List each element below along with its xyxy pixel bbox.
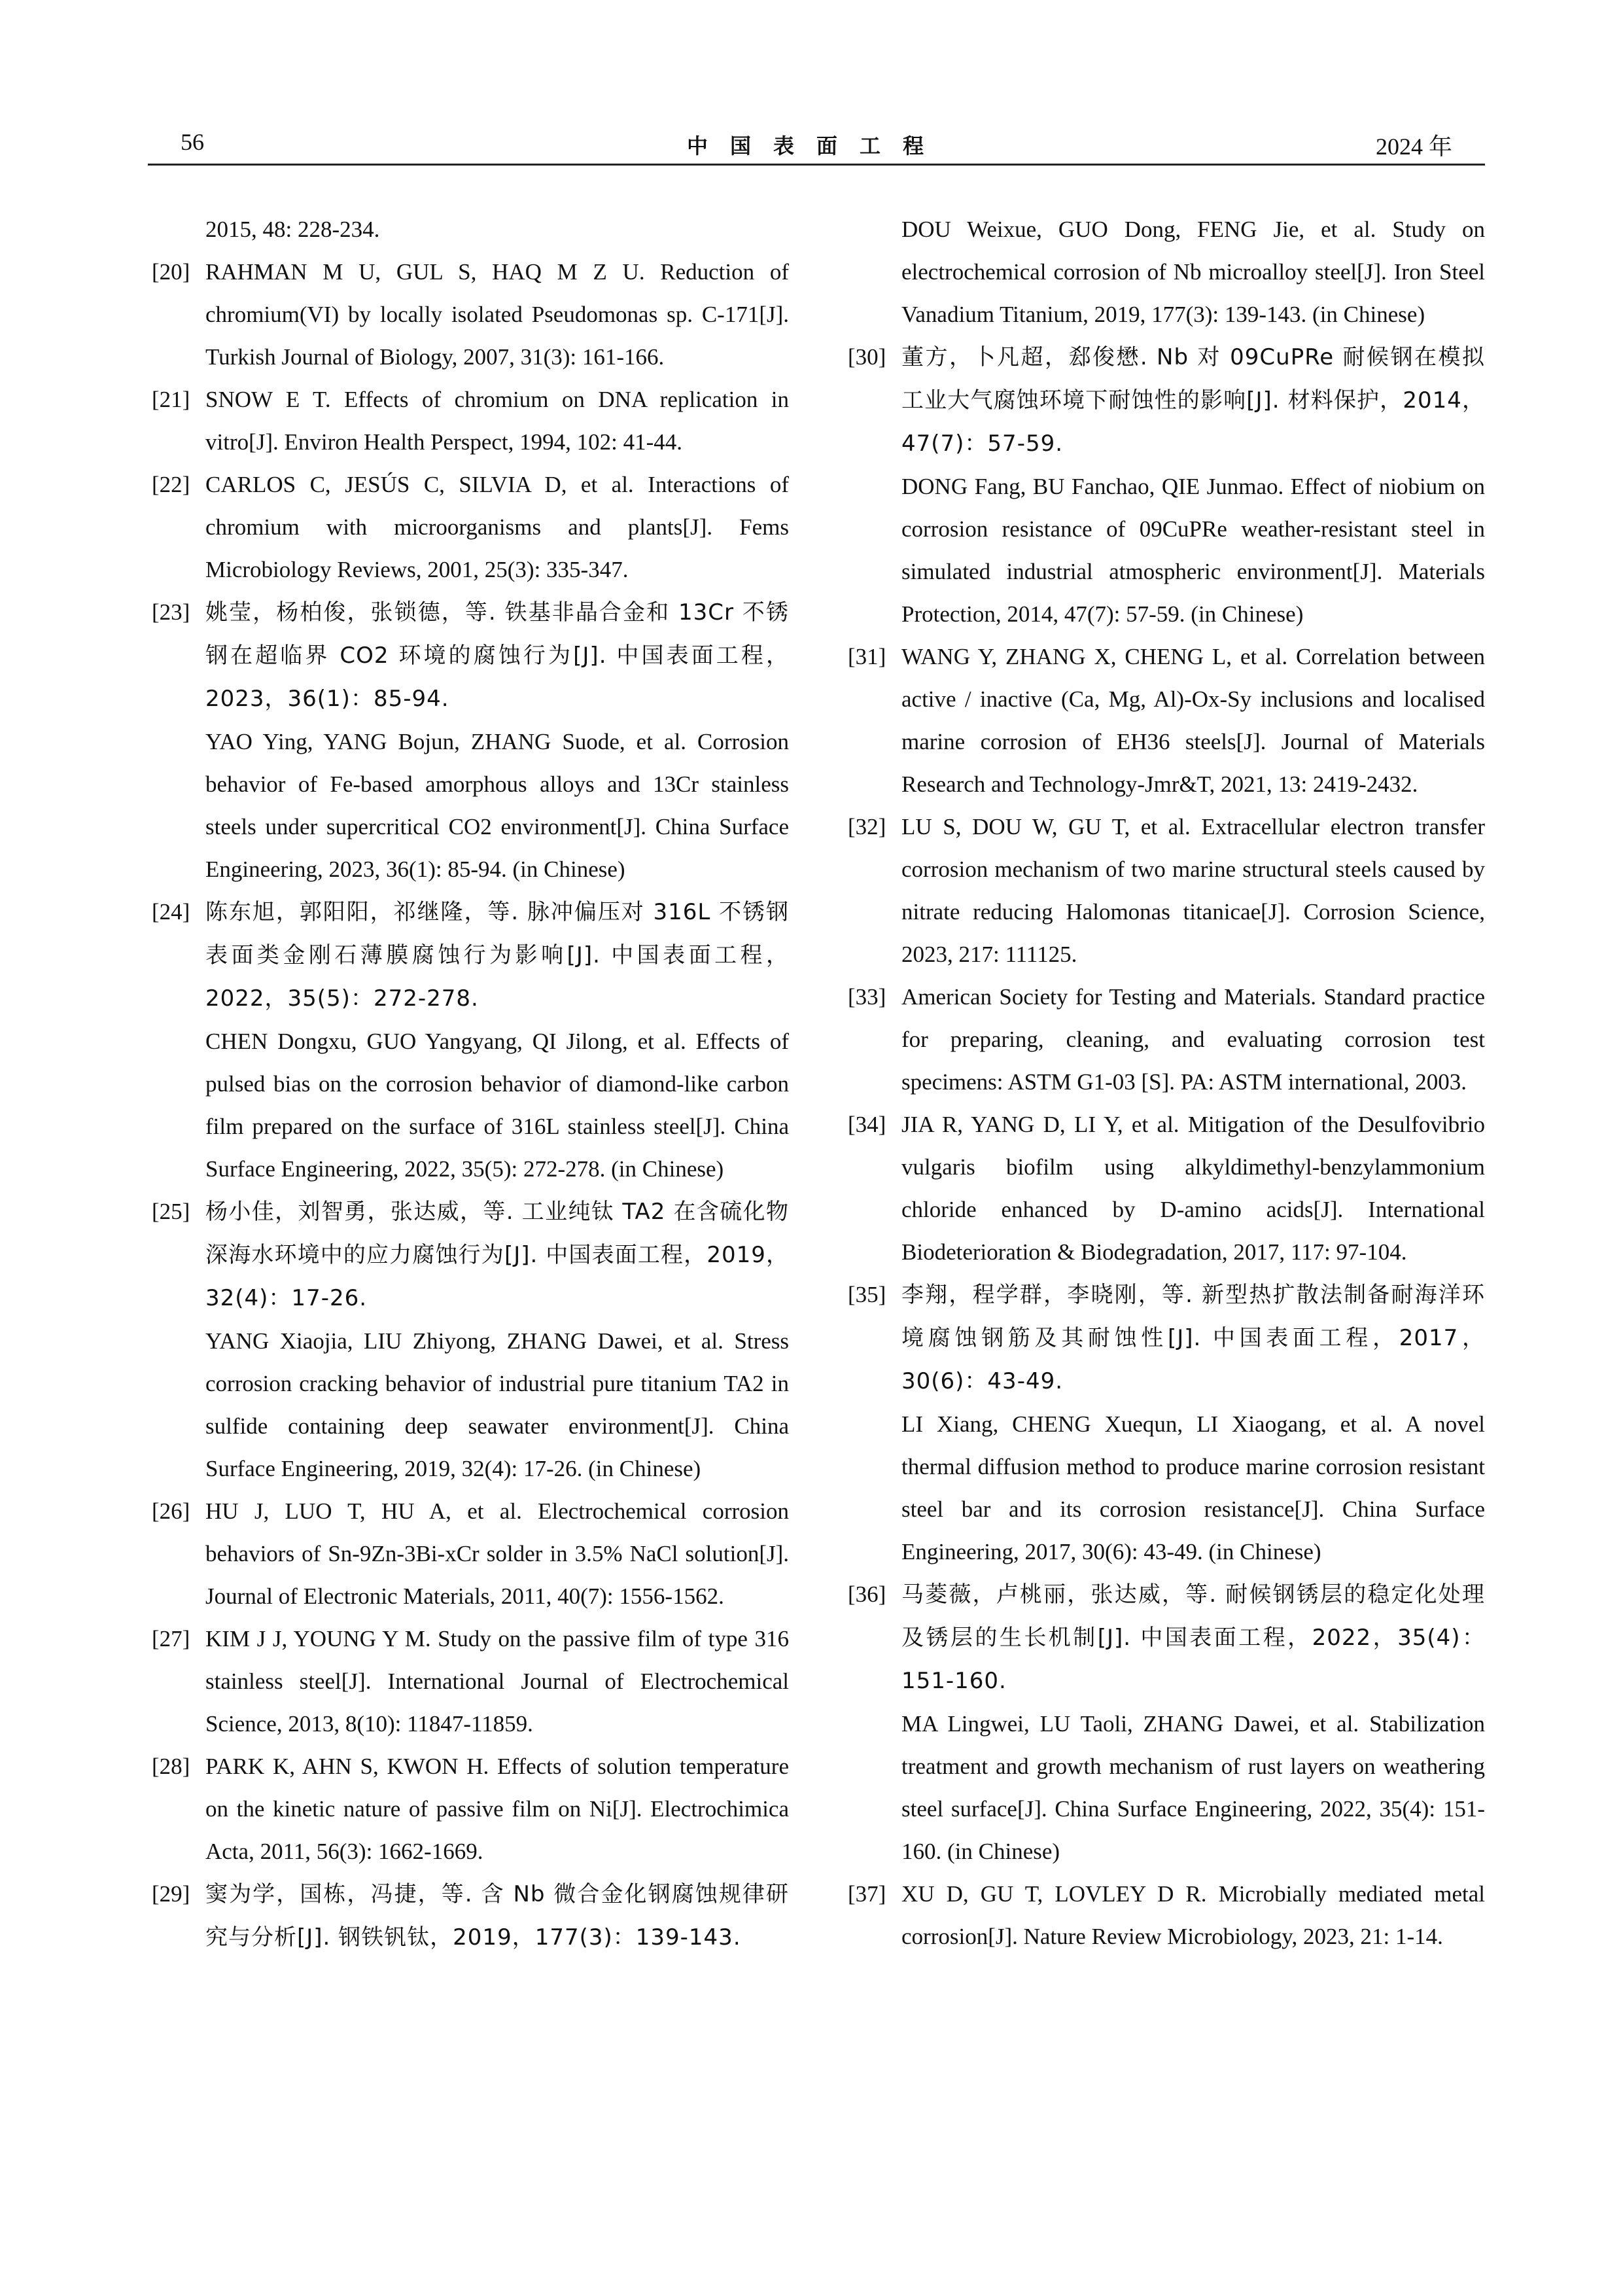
reference-21 bbox=[148, 378, 789, 463]
reference-number: [26] bbox=[152, 1498, 190, 1524]
reference-number: [31] bbox=[848, 644, 886, 669]
reference-text: XU D, GU T, LOVLEY D R. Microbially mediated metal corrosion[J]. Nature Review Microbiology, 2023, 21: 1-14. bbox=[901, 1881, 1485, 1949]
reference-text: WANG Y, ZHANG X, CHENG L, et al. Correlation between active / inactive (Ca, Mg, Al)-Ox-Sy inclusions and localised marine corrosion of EH36 steels[J]. Journal of Materials Research and Technology-Jmr&T, 2021, 13: 2419-2432. bbox=[901, 644, 1485, 797]
reference-text-chinese: 李翔，程学群，李晓刚，等. 新型热扩散法制备耐海洋环境腐蚀钢筋及其耐蚀性[J]. 中国表面工程，2017，30(6)：43-49. bbox=[901, 1282, 1485, 1394]
reference-number: [37] bbox=[848, 1881, 886, 1907]
reference-24 bbox=[148, 891, 789, 1020]
reference-33 bbox=[844, 976, 1485, 1103]
reference-25 bbox=[148, 1190, 789, 1320]
reference-text-english: LI Xiang, CHENG Xuequn, LI Xiaogang, et al. A novel thermal diffusion method to produce marine corrosion resistant steel bar and its corrosion resistance[J]. China Surface Engineering, 2017, 30(6): 43-49. (in Chinese) bbox=[901, 1411, 1485, 1564]
issue-year: 2024 年 bbox=[1375, 133, 1452, 160]
reference-37 bbox=[844, 1873, 1485, 1958]
right-column bbox=[844, 208, 1485, 1958]
reference-text-chinese: 董方，卜凡超，郄俊懋. Nb 对 09CuPRe 耐候钢在模拟工业大气腐蚀环境下耐蚀性的影响[J]. 材料保护，2014，47(7)：57-59. bbox=[901, 344, 1485, 457]
reference-text-chinese: 姚莹，杨柏俊，张锁德，等. 铁基非晶合金和 13Cr 不锈钢在超临界 CO2 环境的腐蚀行为[J]. 中国表面工程，2023，36(1)：85-94. bbox=[205, 599, 789, 712]
reference-text: CARLOS C, JESÚS C, SILVIA D, et al. Interactions of chromium with microorganisms and plants[J]. Fems Microbiology Reviews, 2001, 25(3): 335-347. bbox=[205, 472, 789, 582]
reference-text: JIA R, YANG D, LI Y, et al. Mitigation of the Desulfovibrio vulgaris biofilm using alkyldimethyl-benzylammonium chloride enhanced by D-amino acids[J]. International Biodeterioration & Biodegradation, 2017, 117: 97-104. bbox=[901, 1112, 1485, 1265]
reference-text-chinese: 窦为学，国栋，冯捷，等. 含 Nb 微合金化钢腐蚀规律研究与分析[J]. 钢铁钒钛，2019，177(3)：139-143. bbox=[205, 1881, 789, 1951]
reference-number: [21] bbox=[152, 387, 190, 412]
reference-text: SNOW E T. Effects of chromium on DNA replication in vitro[J]. Environ Health Perspect, 1994, 102: 41-44. bbox=[205, 387, 789, 455]
reference-text-english: YANG Xiaojia, LIU Zhiyong, ZHANG Dawei, et al. Stress corrosion cracking behavior of industrial pure titanium TA2 in sulfide containing deep seawater environment[J]. China Surface Engineering, 2019, 32(4): 17-26. (in Chinese) bbox=[205, 1328, 789, 1481]
page-header bbox=[148, 128, 1485, 165]
reference-32 bbox=[844, 805, 1485, 976]
reference-text-english: YAO Ying, YANG Bojun, ZHANG Suode, et al. Corrosion behavior of Fe-based amorphous alloys and 13Cr stainless steels under supercritical CO2 environment[J]. China Surface Engineering, 2023, 36(1): 85-94. (in Chinese) bbox=[205, 729, 789, 882]
reference-29 bbox=[148, 1873, 789, 1959]
reference-number: [32] bbox=[848, 814, 886, 839]
reference-number: [33] bbox=[848, 984, 886, 1010]
reference-text: American Society for Testing and Materials. Standard practice for preparing, cleaning, and evaluating corrosion test specimens: ASTM G1-03 [S]. PA: ASTM international, 2003. bbox=[901, 984, 1485, 1095]
reference-number: [30] bbox=[848, 344, 886, 370]
reference-20 bbox=[148, 251, 789, 378]
reference-continuation: 2015, 48: 228-234. bbox=[205, 217, 380, 242]
reference-34 bbox=[844, 1103, 1485, 1273]
reference-text-english: DONG Fang, BU Fanchao, QIE Junmao. Effect of niobium on corrosion resistance of 09CuPRe weather-resistant steel in simulated industrial atmospheric environment[J]. Materials Protection, 2014, 47(7): 57-59. (in Chinese) bbox=[901, 474, 1485, 627]
reference-number: [29] bbox=[152, 1881, 190, 1907]
reference-35 bbox=[844, 1273, 1485, 1403]
reference-28 bbox=[148, 1745, 789, 1873]
reference-26 bbox=[148, 1490, 789, 1617]
reference-text-chinese: 杨小佳，刘智勇，张达威，等. 工业纯钛 TA2 在含硫化物深海水环境中的应力腐蚀行为[J]. 中国表面工程，2019，32(4)：17-26. bbox=[205, 1199, 789, 1311]
reference-text-chinese: 马菱薇，卢桃丽，张达威，等. 耐候钢锈层的稳定化处理及锈层的生长机制[J]. 中国表面工程，2022，35(4)：151-160. bbox=[901, 1581, 1485, 1694]
reference-22 bbox=[148, 463, 789, 591]
reference-number: [27] bbox=[152, 1626, 190, 1651]
header-rule bbox=[148, 164, 1485, 166]
reference-30 bbox=[844, 336, 1485, 465]
reference-number: [20] bbox=[152, 259, 190, 285]
reference-text: LU S, DOU W, GU T, et al. Extracellular electron transfer corrosion mechanism of two marine structural steels caused by nitrate reducing Halomonas titanicae[J]. Corrosion Science, 2023, 217: 111125. bbox=[901, 814, 1485, 967]
reference-number: [23] bbox=[152, 599, 190, 625]
reference-number: [28] bbox=[152, 1754, 190, 1779]
reference-text: PARK K, AHN S, KWON H. Effects of solution temperature on the kinetic nature of passive film on Ni[J]. Electrochimica Acta, 2011, 56(3): 1662-1669. bbox=[205, 1754, 789, 1864]
reference-36 bbox=[844, 1573, 1485, 1703]
reference-text: KIM J J, YOUNG Y M. Study on the passive film of type 316 stainless steel[J]. International Journal of Electrochemical Science, 2013, 8(10): 11847-11859. bbox=[205, 1626, 789, 1737]
reference-text-chinese: 陈东旭，郭阳阳，祁继隆，等. 脉冲偏压对 316L 不锈钢表面类金刚石薄膜腐蚀行为影响[J]. 中国表面工程，2022，35(5)：272-278. bbox=[205, 899, 789, 1012]
reference-31 bbox=[844, 635, 1485, 805]
reference-number: [35] bbox=[848, 1282, 886, 1307]
reference-23 bbox=[148, 591, 789, 720]
reference-number: [24] bbox=[152, 899, 190, 925]
reference-27 bbox=[148, 1617, 789, 1745]
reference-number: [36] bbox=[848, 1581, 886, 1607]
page-number: 56 bbox=[181, 129, 204, 155]
reference-text-english: MA Lingwei, LU Taoli, ZHANG Dawei, et al. Stabilization treatment and growth mechanism of rust layers on weathering steel surface[J]. China Surface Engineering, 2022, 35(4): 151-160. (in Chinese) bbox=[901, 1711, 1485, 1864]
reference-text: HU J, LUO T, HU A, et al. Electrochemical corrosion behaviors of Sn-9Zn-3Bi-xCr solder in 3.5% NaCl solution[J]. Journal of Electronic Materials, 2011, 40(7): 1556-1562. bbox=[205, 1498, 789, 1609]
reference-number: [34] bbox=[848, 1112, 886, 1137]
reference-number: [22] bbox=[152, 472, 190, 497]
journal-title: 中国表面工程 bbox=[686, 133, 946, 158]
reference-text: RAHMAN M U, GUL S, HAQ M Z U. Reduction of chromium(VI) by locally isolated Pseudomonas sp. C-171[J]. Turkish Journal of Biology, 2007, 31(3): 161-166. bbox=[205, 259, 789, 370]
reference-number: [25] bbox=[152, 1199, 190, 1224]
reference-continuation: DOU Weixue, GUO Dong, FENG Jie, et al. Study on electrochemical corrosion of Nb microalloy steel[J]. Iron Steel Vanadium Titanium, 2019, 177(3): 139-143. (in Chinese) bbox=[901, 217, 1485, 327]
reference-text-english: CHEN Dongxu, GUO Yangyang, QI Jilong, et al. Effects of pulsed bias on the corrosion behavior of diamond-like carbon film prepared on the surface of 316L stainless steel[J]. China Surface Engineering, 2022, 35(5): 272-278. (in Chinese) bbox=[205, 1029, 789, 1182]
left-column bbox=[148, 208, 789, 1959]
